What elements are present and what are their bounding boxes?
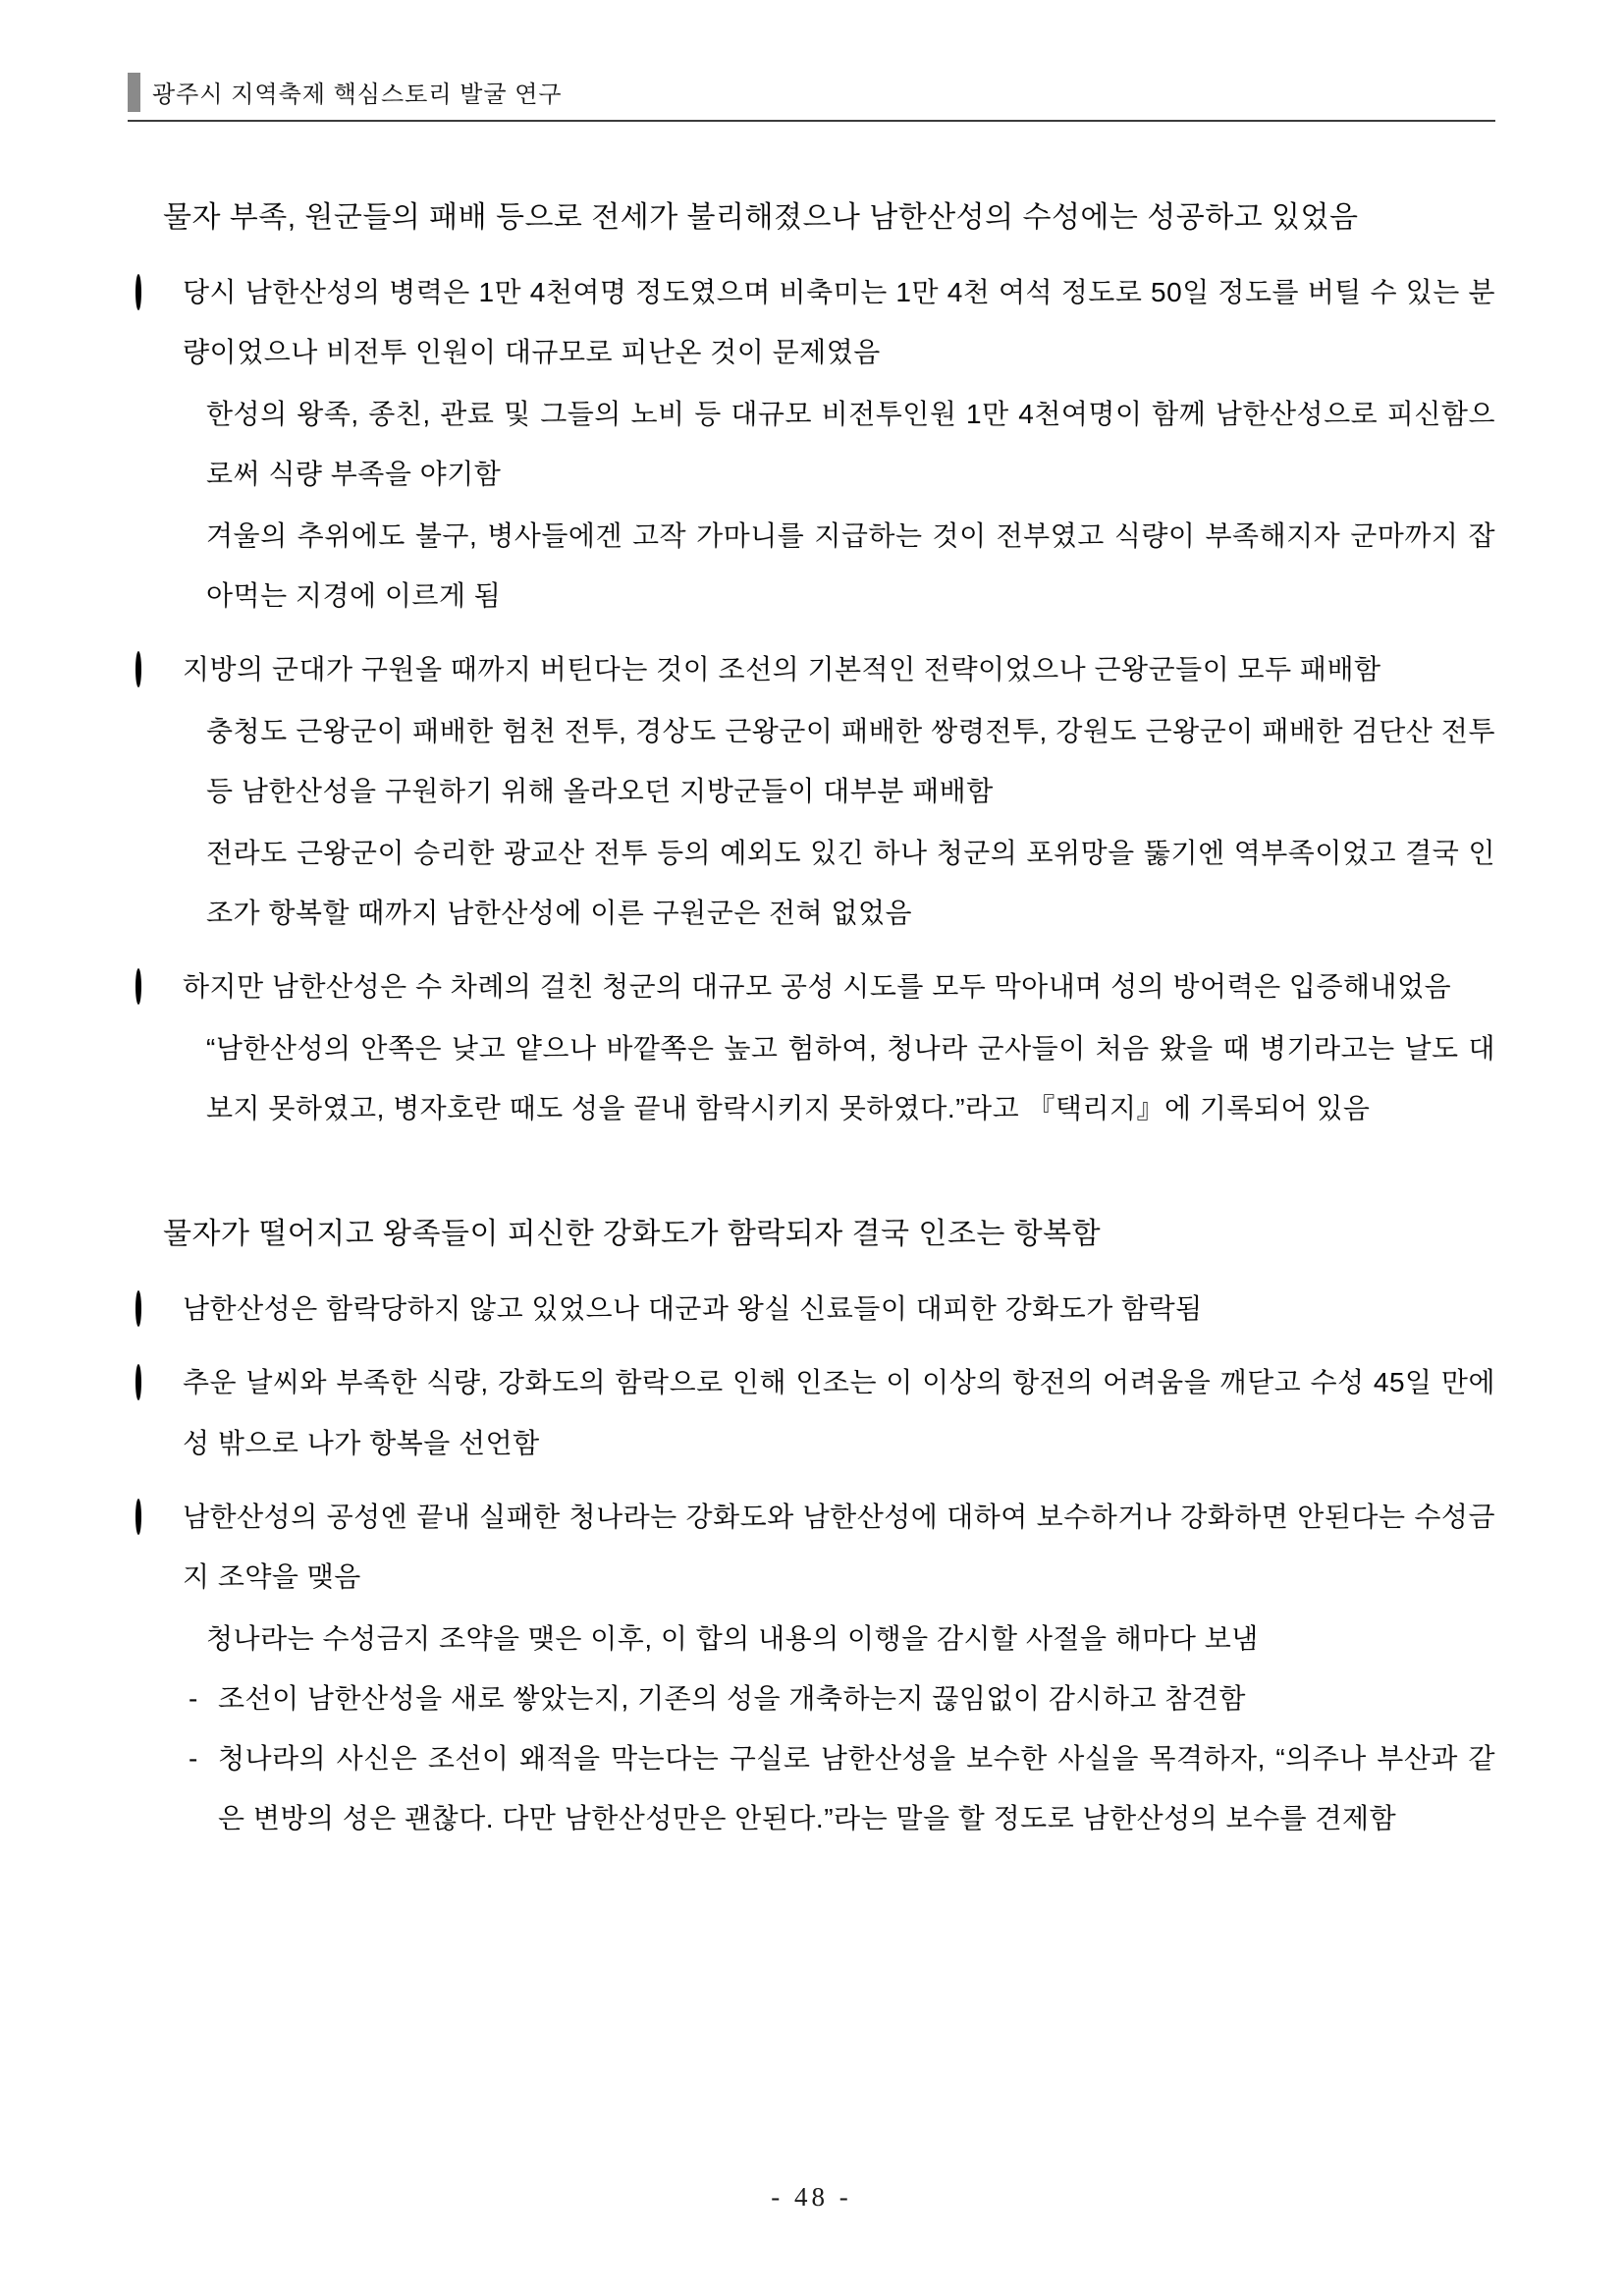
dash-item: [128, 1668, 1495, 1728]
sub-bullet-item-text: 전라도 근왕군이 승리한 광교산 전투 등의 예외도 있긴 하나 청군의 포위망을 뚫기엔 역부족이었고 결국 인조가 항복할 때까지 남한산성에 이른 구원군은 전혀 없었음: [206, 838, 1495, 929]
sub-bullet-item-text: 청나라는 수성금지 조약을 맺은 이후, 이 합의 내용의 이행을 감시할 사절을 해마다 보냄: [206, 1622, 1259, 1654]
sub-bullet-item: [128, 506, 1495, 626]
circle-bullet-icon: [135, 262, 183, 322]
dash-item-text: 청나라의 사신은 조선이 왜적을 막는다는 구실로 남한산성을 보수한 사실을 목격하자, “의주나 부산과 같은 변방의 성은 괜찮다. 다만 남한산성만은 안된다.”라는 말을 할 정도로 남한산성의 보수를 견제함: [218, 1742, 1495, 1833]
sub-bullet-item: [128, 1609, 1495, 1668]
sub-bullet-item: [128, 701, 1495, 821]
sub-bullet-item-text: 충청도 근왕군이 패배한 험천 전투, 경상도 근왕군이 패배한 쌍령전투, 강원도 근왕군이 패배한 검단산 전투 등 남한산성을 구원하기 위해 올라오던 지방군들이 대부분 패배함: [206, 716, 1495, 807]
bullet-item-text: 남한산성의 공성엔 끝내 실패한 청나라는 강화도와 남한산성에 대하여 보수하거나 강화하면 안된다는 수성금지 조약을 맺음: [183, 1501, 1495, 1592]
bullet-item: [128, 1352, 1495, 1472]
running-header-title: 광주시 지역축제 핵심스토리 발굴 연구: [152, 82, 563, 108]
section-heading: [128, 187, 1495, 248]
dash-bullet-icon: -: [189, 1682, 198, 1714]
dash-item: [128, 1728, 1495, 1848]
bullet-item: [128, 262, 1495, 382]
circle-bullet-icon: [135, 1352, 183, 1412]
bullet-item-text: 지방의 군대가 구원올 때까지 버틴다는 것이 조선의 기본적인 전략이었으나 근왕군들이 모두 패배함: [183, 654, 1381, 685]
sub-bullet-item-text: “남한산성의 안쪽은 낮고 얕으나 바깥쪽은 높고 험하여, 청나라 군사들이 처음 왔을 때 병기라고는 날도 대보지 못하였고, 병자호란 때도 성을 끝내 함락시키지 못하였다.”라고 『택리지』에 기록되어 있음: [206, 1033, 1495, 1124]
bullet-item: [128, 1487, 1495, 1607]
sub-bullet-item-text: 한성의 왕족, 종친, 관료 및 그들의 노비 등 대규모 비전투인원 1만 4천여명이 함께 남한산성으로 피신함으로써 식량 부족을 야기함: [206, 399, 1495, 490]
sub-bullet-item: [128, 1018, 1495, 1138]
dash-item-text: 조선이 남한산성을 새로 쌓았는지, 기존의 성을 개축하는지 끊임없이 감시하고 참견함: [218, 1682, 1246, 1714]
header-accent-bar-icon: [128, 73, 140, 112]
page-number: - 48 -: [771, 2182, 852, 2212]
circle-bullet-icon: [135, 957, 183, 1016]
section-heading: [128, 1203, 1495, 1265]
sub-bullet-item-text: 겨울의 추위에도 불구, 병사들에겐 고작 가마니를 지급하는 것이 전부였고 식량이 부족해지자 군마까지 잡아먹는 지경에 이르게 됨: [206, 520, 1495, 612]
circle-bullet-icon: [135, 639, 183, 699]
bullet-item-text: 하지만 남한산성은 수 차례의 걸친 청군의 대규모 공성 시도를 모두 막아내며 성의 방어력은 입증해내었음: [183, 971, 1452, 1003]
page-body: [128, 122, 1495, 1848]
page-header: [128, 73, 1495, 122]
dash-bullet-icon: -: [189, 1742, 198, 1774]
bullet-item-text: 당시 남한산성의 병력은 1만 4천여명 정도였으며 비축미는 1만 4천 여석 정도로 50일 정도를 버틸 수 있는 분량이었으나 비전투 인원이 대규모로 피난온 것이 문제였음: [183, 277, 1495, 368]
sub-bullet-item: [128, 823, 1495, 943]
section-heading-text: 물자 부족, 원군들의 패배 등으로 전세가 불리해졌으나 남한산성의 수성에는 성공하고 있었음: [163, 201, 1359, 234]
bullet-item: [128, 957, 1495, 1016]
bullet-item-text: 추운 날씨와 부족한 식량, 강화도의 함락으로 인해 인조는 이 이상의 항전의 어려움을 깨닫고 수성 45일 만에 성 밖으로 나가 항복을 선언함: [183, 1367, 1495, 1458]
bullet-item: [128, 639, 1495, 699]
section-heading-text: 물자가 떨어지고 왕족들이 피신한 강화도가 함락되자 결국 인조는 항복함: [163, 1218, 1102, 1251]
circle-bullet-icon: [135, 1487, 183, 1547]
circle-bullet-icon: [135, 1279, 183, 1339]
bullet-item-text: 남한산성은 함락당하지 않고 있었으나 대군과 왕실 신료들이 대피한 강화도가 함락됨: [183, 1293, 1203, 1325]
bullet-item: [128, 1279, 1495, 1339]
sub-bullet-item: [128, 384, 1495, 504]
